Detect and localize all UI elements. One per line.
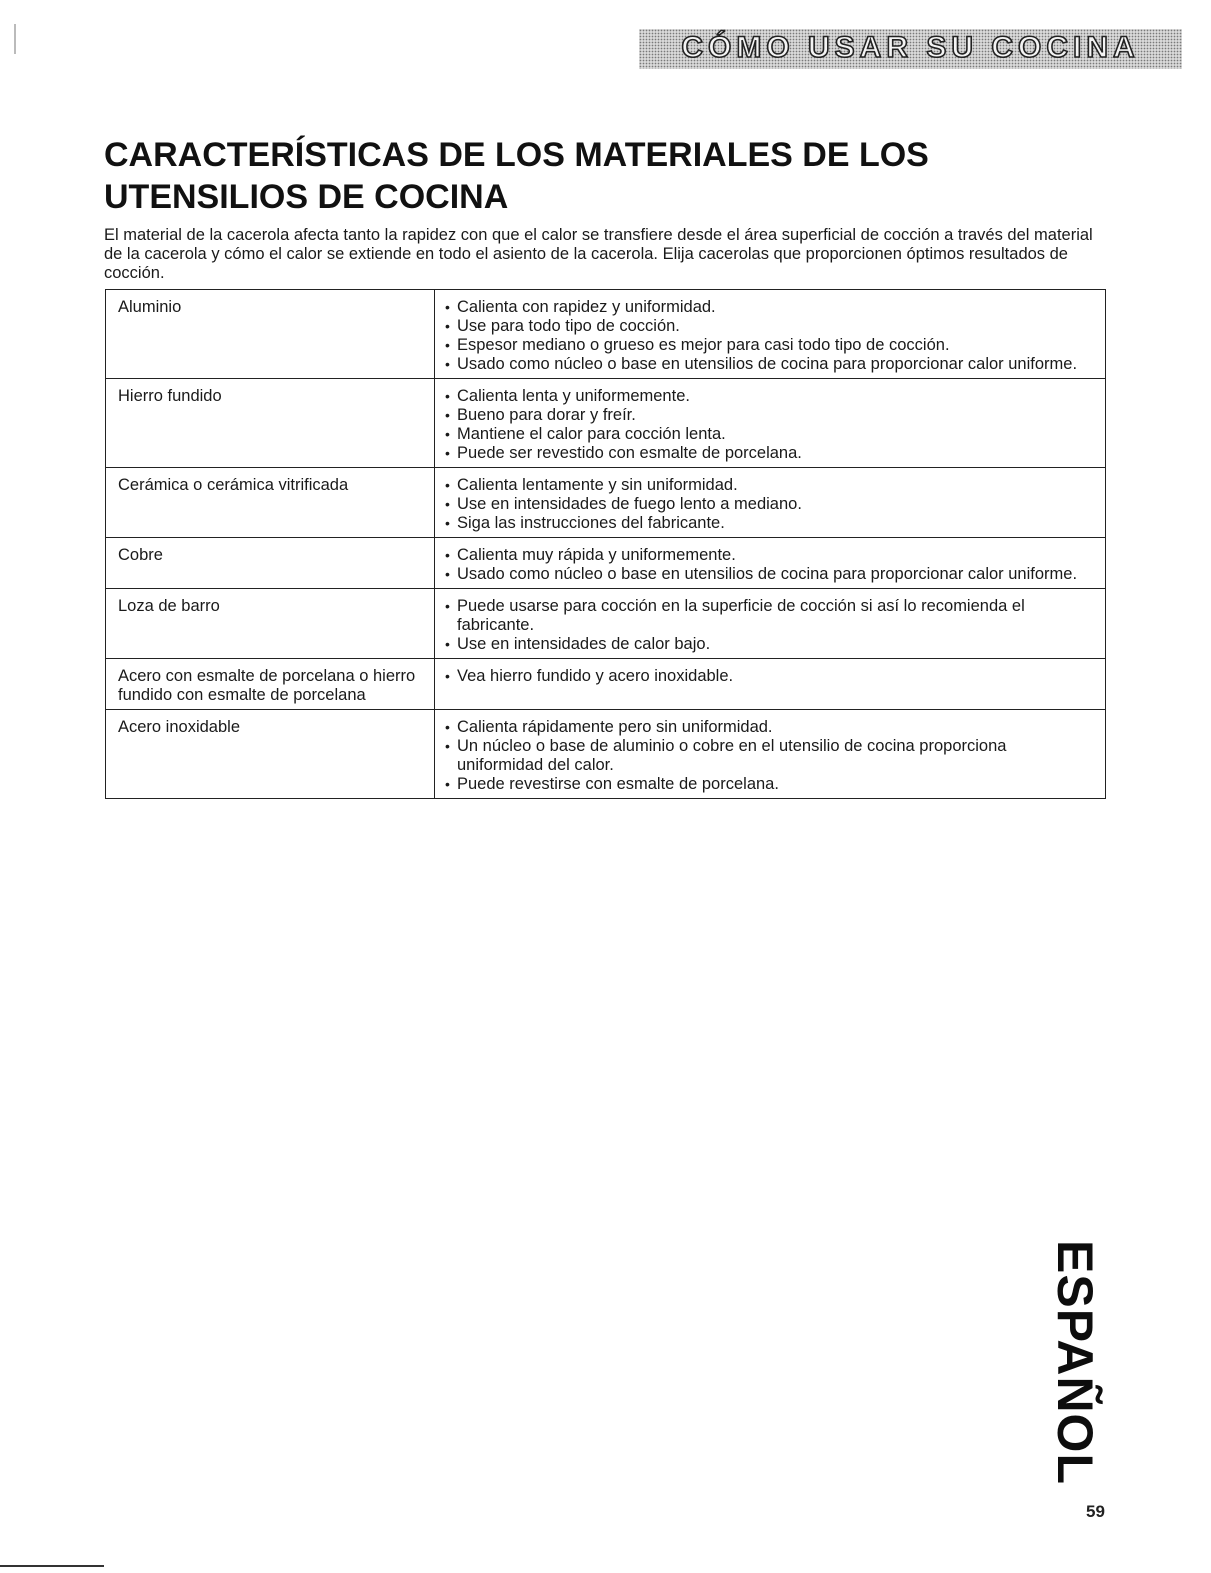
material-properties — [435, 710, 1106, 799]
material-properties — [435, 589, 1106, 659]
language-side-tab: ESPAÑOL — [1047, 1240, 1103, 1485]
section-banner — [639, 29, 1182, 69]
property-item: • Puede ser revestido con esmalte de porcelana. — [445, 444, 1095, 463]
property-list — [445, 597, 1095, 654]
material-name: Cobre — [106, 538, 435, 589]
property-item: • Un núcleo o base de aluminio o cobre en el utensilio de cocina proporciona uniformidad del calor. — [445, 737, 1095, 775]
material-properties — [435, 468, 1106, 538]
property-list — [445, 476, 1095, 533]
property-item: • Siga las instrucciones del fabricante. — [445, 514, 1095, 533]
table-row — [106, 379, 1106, 468]
materials-table — [105, 289, 1106, 799]
table-row — [106, 468, 1106, 538]
bottom-rule — [0, 1565, 104, 1567]
property-item: • Mantiene el calor para cocción lenta. — [445, 425, 1095, 444]
material-properties — [435, 538, 1106, 589]
property-list — [445, 387, 1095, 463]
section-banner-text: CÓMO USAR SU COCINA — [681, 31, 1140, 64]
table-row — [106, 710, 1106, 799]
property-list — [445, 718, 1095, 794]
intro-paragraph: El material de la cacerola afecta tanto la rapidez con que el calor se transfiere desde el área superficial de cocción a través del material de la cacerola y cómo el calor se extiende en todo el asiento de la cacerola. Elija cacerolas que proporcionen óptimos resultados de cocción. — [104, 226, 1093, 282]
page-title: CARACTERÍSTICAS DE LOS MATERIALES DE LOS UTENSILIOS DE COCINA — [104, 136, 929, 216]
property-item: • Use en intensidades de fuego lento a mediano. — [445, 495, 1095, 514]
property-item: • Bueno para dorar y freír. — [445, 406, 1095, 425]
property-item: • Calienta con rapidez y uniformidad. — [445, 298, 1095, 317]
material-name: Loza de barro — [106, 589, 435, 659]
material-properties — [435, 659, 1106, 710]
material-properties — [435, 379, 1106, 468]
material-name: Aluminio — [106, 290, 435, 379]
property-list — [445, 546, 1095, 584]
property-list — [445, 667, 1095, 686]
property-item: • Usado como núcleo o base en utensilios de cocina para proporcionar calor uniforme. — [445, 355, 1095, 374]
material-name: Cerámica o cerámica vitrificada — [106, 468, 435, 538]
scan-mark — [14, 24, 16, 54]
material-properties — [435, 290, 1106, 379]
table-row — [106, 659, 1106, 710]
property-item: • Espesor mediano o grueso es mejor para casi todo tipo de cocción. — [445, 336, 1095, 355]
table-row — [106, 589, 1106, 659]
material-name: Acero con esmalte de porcelana o hierro fundido con esmalte de porcelana — [106, 659, 435, 710]
property-item: • Calienta lenta y uniformemente. — [445, 387, 1095, 406]
property-item: • Use para todo tipo de cocción. — [445, 317, 1095, 336]
property-item: • Use en intensidades de calor bajo. — [445, 635, 1095, 654]
property-list — [445, 298, 1095, 374]
table-row — [106, 538, 1106, 589]
property-item: • Calienta muy rápida y uniformemente. — [445, 546, 1095, 565]
property-item: • Usado como núcleo o base en utensilios de cocina para proporcionar calor uniforme. — [445, 565, 1095, 584]
property-item: • Vea hierro fundido y acero inoxidable. — [445, 667, 1095, 686]
material-name: Hierro fundido — [106, 379, 435, 468]
material-name: Acero inoxidable — [106, 710, 435, 799]
property-item: • Puede revestirse con esmalte de porcelana. — [445, 775, 1095, 794]
page-number: 59 — [1086, 1502, 1105, 1521]
property-item: • Calienta rápidamente pero sin uniformidad. — [445, 718, 1095, 737]
property-item: • Puede usarse para cocción en la superficie de cocción si así lo recomienda el fabricante. — [445, 597, 1095, 635]
table-row — [106, 290, 1106, 379]
property-item: • Calienta lentamente y sin uniformidad. — [445, 476, 1095, 495]
